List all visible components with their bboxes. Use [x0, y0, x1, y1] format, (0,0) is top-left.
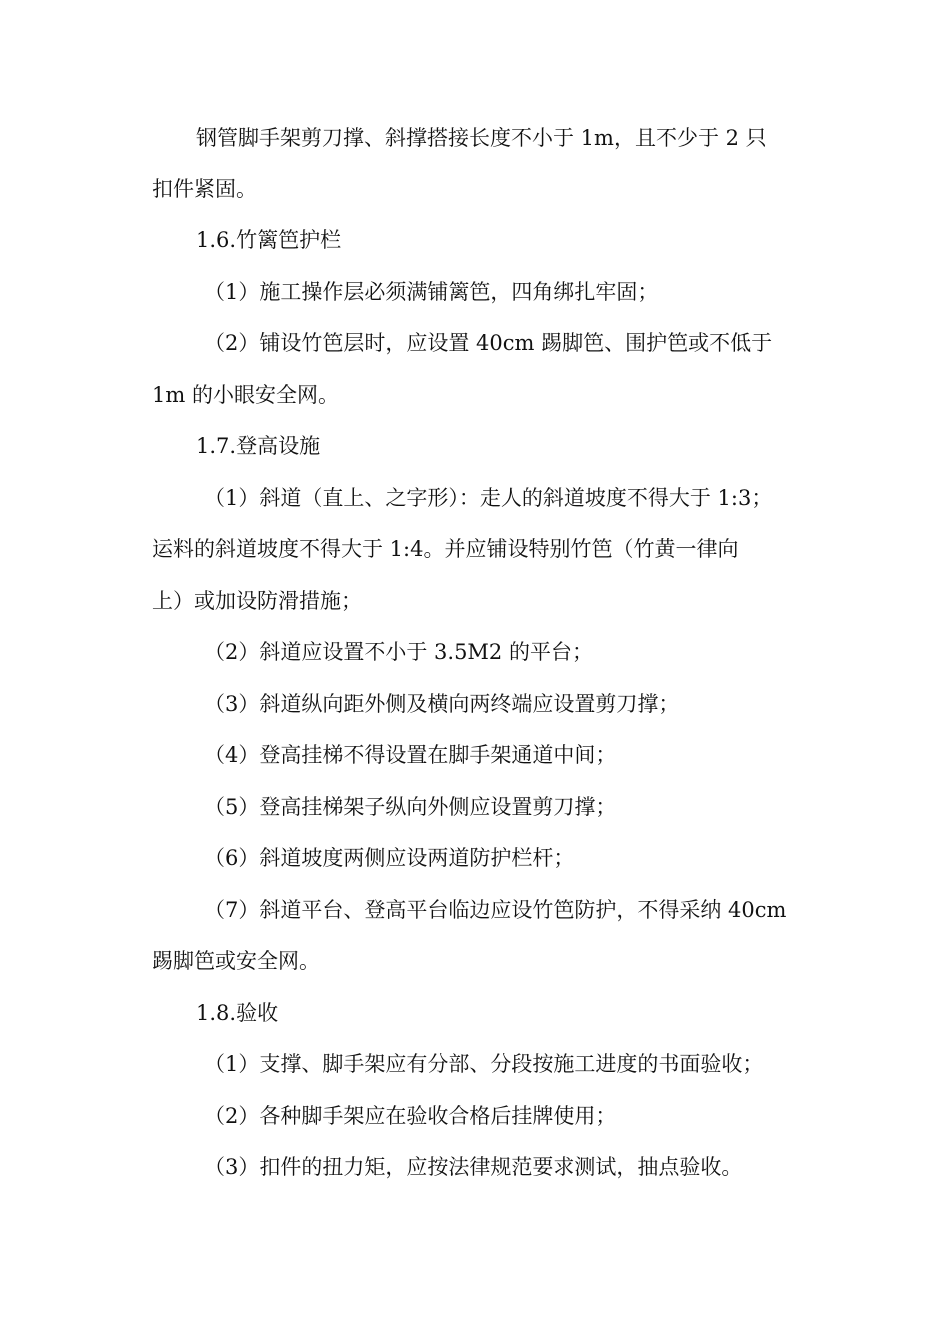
- list-item: （2）斜道应设置不小于 3.5M2 的平台；: [204, 640, 593, 664]
- paragraph-line: 扣件紧固。: [152, 177, 257, 201]
- section-heading: 1.6.竹篱笆护栏: [196, 228, 342, 252]
- section-heading: 1.7.登高设施: [196, 434, 321, 458]
- paragraph-line: 踢脚笆或安全网。: [152, 949, 320, 973]
- list-item: （2）各种脚手架应在验收合格后挂牌使用；: [204, 1104, 617, 1128]
- list-item: （3）斜道纵向距外侧及横向两终端应设置剪刀撑；: [204, 692, 680, 716]
- section-heading: 1.8.验收: [196, 1001, 279, 1025]
- list-item: （5）登高挂梯架子纵向外侧应设置剪刀撑；: [204, 795, 617, 819]
- list-item: （1）斜道（直上、之字形）：走人的斜道坡度不得大于 1:3；: [204, 486, 773, 510]
- list-item: （4）登高挂梯不得设置在脚手架通道中间；: [204, 743, 617, 767]
- paragraph-line: 运料的斜道坡度不得大于 1:4。并应铺设特别竹笆（竹黄一律向: [152, 537, 739, 561]
- list-item: （6）斜道坡度两侧应设两道防护栏杆；: [204, 846, 575, 870]
- list-item: （2）铺设竹笆层时，应设置 40cm 踢脚笆、围护笆或不低于: [204, 331, 773, 355]
- list-item: （7）斜道平台、登高平台临边应设竹笆防护，不得采纳 40cm: [204, 898, 787, 922]
- paragraph-line: 钢管脚手架剪刀撑、斜撑搭接长度不小于 1m，且不少于 2 只: [196, 126, 767, 150]
- list-item: （1）支撑、脚手架应有分部、分段按施工进度的书面验收；: [204, 1052, 764, 1076]
- list-item: （1）施工操作层必须满铺篱笆，四角绑扎牢固；: [204, 280, 659, 304]
- paragraph-line: 1m 的小眼安全网。: [152, 383, 339, 407]
- paragraph-line: 上）或加设防滑措施；: [152, 589, 362, 613]
- list-item: （3）扣件的扭力矩，应按法律规范要求测试，抽点验收。: [204, 1155, 743, 1179]
